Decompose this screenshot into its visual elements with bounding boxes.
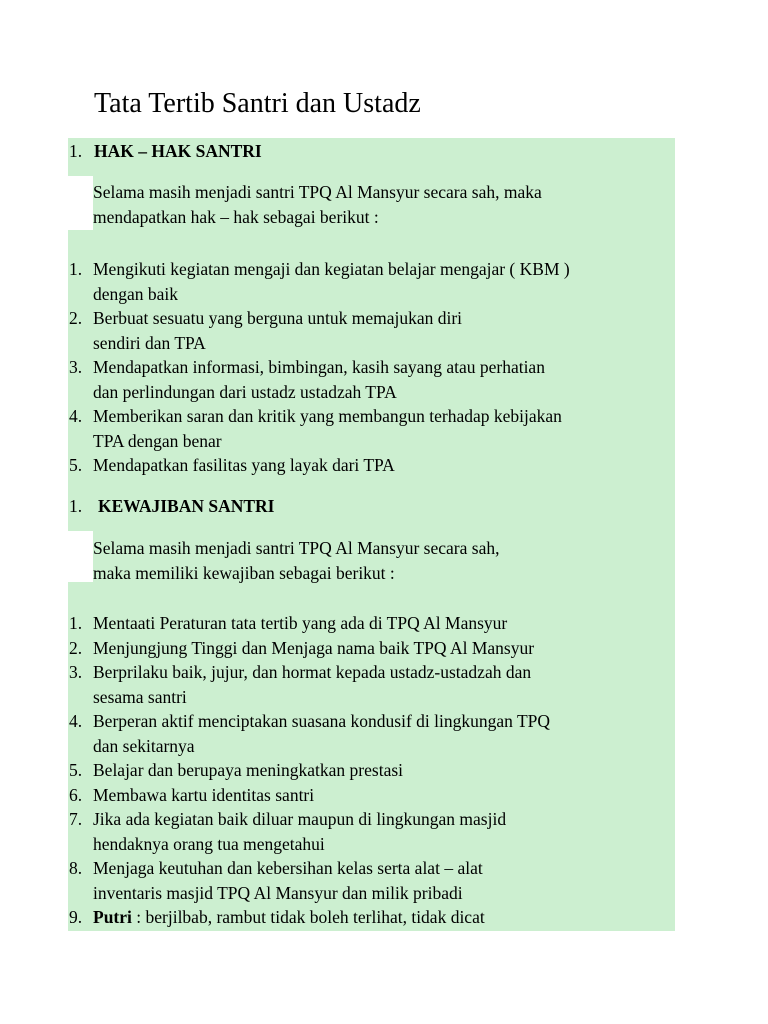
list-item-text: Memberikan saran dan kritik yang membangun terhadap kebijakan (93, 406, 562, 426)
section-number: 1. (69, 496, 83, 516)
list-item-text: sesama santri (93, 686, 187, 707)
highlight-notch (68, 531, 93, 582)
list-item-text: Menjaga keutuhan dan kebersihan kelas serta alat – alat (93, 858, 483, 878)
list-item-number: 6. (69, 784, 83, 805)
list-item-number: 4. (69, 406, 83, 426)
list-item-text: Mendapatkan informasi, bimbingan, kasih sayang atau perhatian (93, 357, 545, 377)
section-intro-line: maka memiliki kewajiban sebagai berikut : (93, 562, 395, 583)
list-item-text: Mengikuti kegiatan mengaji dan kegiatan belajar mengajar ( KBM ) (93, 259, 570, 279)
list-item-text: Membawa kartu identitas santri (93, 784, 315, 805)
list-item-text: Berperan aktif menciptakan suasana kondusif di lingkungan TPQ (93, 711, 550, 731)
list-item-text: dan perlindungan dari ustadz ustadzah TPA (93, 381, 397, 402)
list-item-number: 9. (69, 907, 83, 927)
list-item-number: 7. (69, 809, 83, 829)
list-item-number: 4. (69, 711, 83, 731)
list-item-bold-lead: Putri (93, 907, 132, 927)
list-item-number: 1. (69, 259, 83, 279)
list-item-number: 2. (69, 308, 83, 328)
list-item-number: 1. (69, 613, 83, 633)
list-item-text: Menjungjung Tinggi dan Menjaga nama baik TPQ Al Mansyur (93, 637, 535, 658)
list-item-number: 8. (69, 858, 83, 878)
list-item-text: Mentaati Peraturan tata tertib yang ada di TPQ Al Mansyur (93, 613, 508, 633)
section-intro-line: mendapatkan hak – hak sebagai berikut : (93, 206, 379, 227)
section-heading: KEWAJIBAN SANTRI (98, 496, 275, 516)
page-title: Tata Tertib Santri dan Ustadz (94, 88, 421, 119)
list-item-text: inventaris masjid TPQ Al Mansyur dan milik pribadi (93, 882, 463, 903)
highlight-notch (68, 176, 93, 230)
list-item-text-rest: : berjilbab, rambut tidak boleh terlihat, tidak dicat (131, 907, 485, 927)
list-item-text: sendiri dan TPA (93, 332, 206, 353)
list-item-text: dan sekitarnya (93, 735, 195, 756)
list-item-text: hendaknya orang tua mengetahui (93, 833, 325, 854)
section-intro-line: Selama masih menjadi santri TPQ Al Mansyur secara sah, maka (93, 182, 542, 202)
list-item-number: 2. (69, 637, 83, 658)
list-item-number: 5. (69, 760, 83, 780)
list-item-number: 3. (69, 662, 83, 682)
list-item-number: 5. (69, 455, 83, 475)
section-number: 1. (69, 141, 83, 161)
list-item-text: Mendapatkan fasilitas yang layak dari TPA (93, 455, 395, 475)
list-item-text: Belajar dan berupaya meningkatkan prestasi (93, 760, 404, 780)
list-item-text (93, 905, 485, 929)
list-item-text: Berbuat sesuatu yang berguna untuk memajukan diri (93, 308, 463, 328)
list-item-text: Jika ada kegiatan baik diluar maupun di lingkungan masjid (93, 809, 507, 829)
section-heading: HAK – HAK SANTRI (94, 141, 262, 161)
list-item-text: TPA dengan benar (93, 430, 222, 451)
list-item-text: Berprilaku baik, jujur, dan hormat kepada ustadz-ustadzah dan (93, 662, 532, 682)
list-item-number: 3. (69, 357, 83, 377)
list-item-text: dengan baik (93, 283, 179, 304)
section-intro-line: Selama masih menjadi santri TPQ Al Mansyur secara sah, (93, 538, 500, 558)
